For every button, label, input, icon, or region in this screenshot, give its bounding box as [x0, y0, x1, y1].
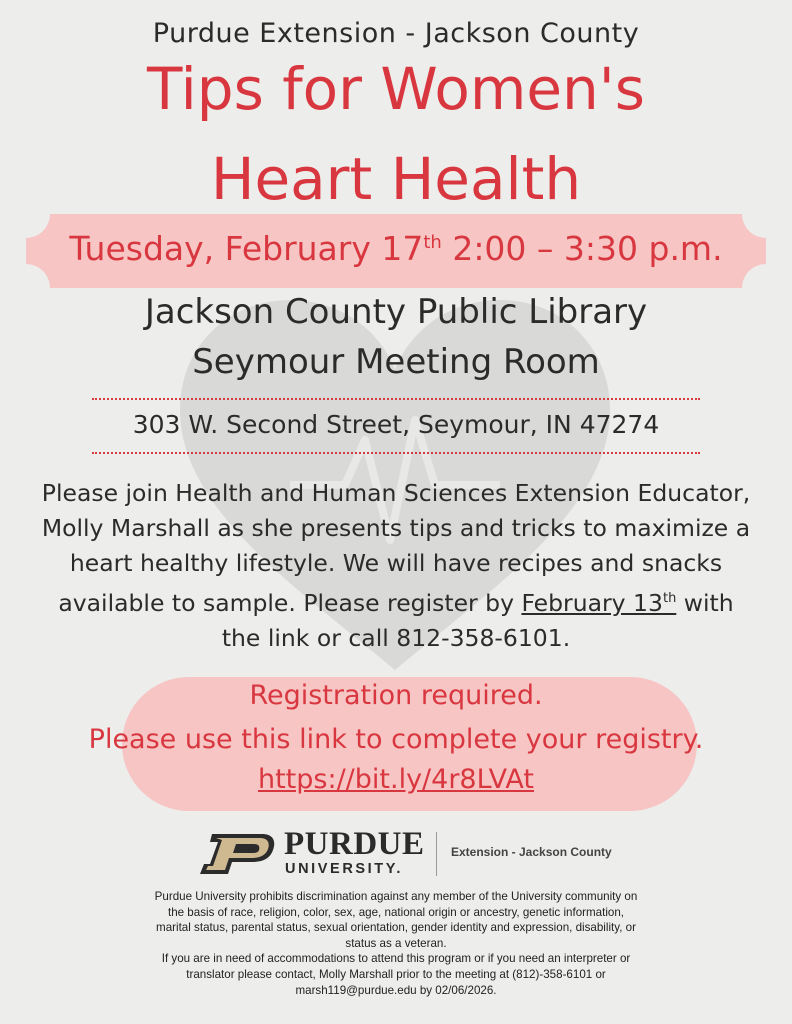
event-title-line1: Tips for Women's [147, 55, 645, 123]
venue-name: Jackson County Public Library [144, 292, 648, 332]
accommodations-statement: If you are in need of accommodations to attend this program or if you need an interpreter or translator please contact, Molly Marshall prior to the meeting at (812)-358-6101 or marsh119@purdue.edu by 02/06/2026. [161, 952, 631, 997]
registration-instructions: Please use this link to complete your registry. [88, 724, 704, 755]
divider-bottom [92, 452, 700, 454]
venue-address: 303 W. Second Street, Seymour, IN 47274 [132, 410, 660, 439]
event-description: Please join Health and Human Sciences Extension Educator, Molly Marshall as she presents tips and tricks to maximize a heart healthy lifestyle. We will have recipes and snacks available to sample. Please register by February 13th with the link or call 812-358-6101. [41, 479, 751, 652]
event-date-time: Tuesday, February 17th 2:00 – 3:30 p.m. [69, 229, 723, 268]
org-heading: Purdue Extension - Jackson County [152, 18, 640, 49]
logo-divider [436, 832, 437, 876]
registration-deadline: February 13th [521, 588, 677, 617]
event-title-line2: Heart Health [210, 145, 582, 213]
footer-fine-print [150, 889, 642, 998]
registration-required: Registration required. [249, 680, 543, 711]
venue-room: Seymour Meeting Room [192, 342, 600, 382]
university-wordmark: UNIVERSITY. [285, 861, 404, 877]
registration-link[interactable]: https://bit.ly/4r8LVAt [257, 764, 535, 795]
nondiscrimination-statement: Purdue University prohibits discrimination against any member of the University community on the basis of race, religion, color, sex, age, national origin or ancestry, genetic information, marital status, parental status, sexual orientation, gender identity and expression, disability, or status as a veteran. [154, 890, 638, 950]
extension-label: Extension - Jackson County [451, 845, 612, 859]
purdue-p-logo-icon [198, 832, 276, 876]
divider-top [92, 398, 700, 400]
purdue-wordmark: PURDUE [284, 826, 425, 862]
